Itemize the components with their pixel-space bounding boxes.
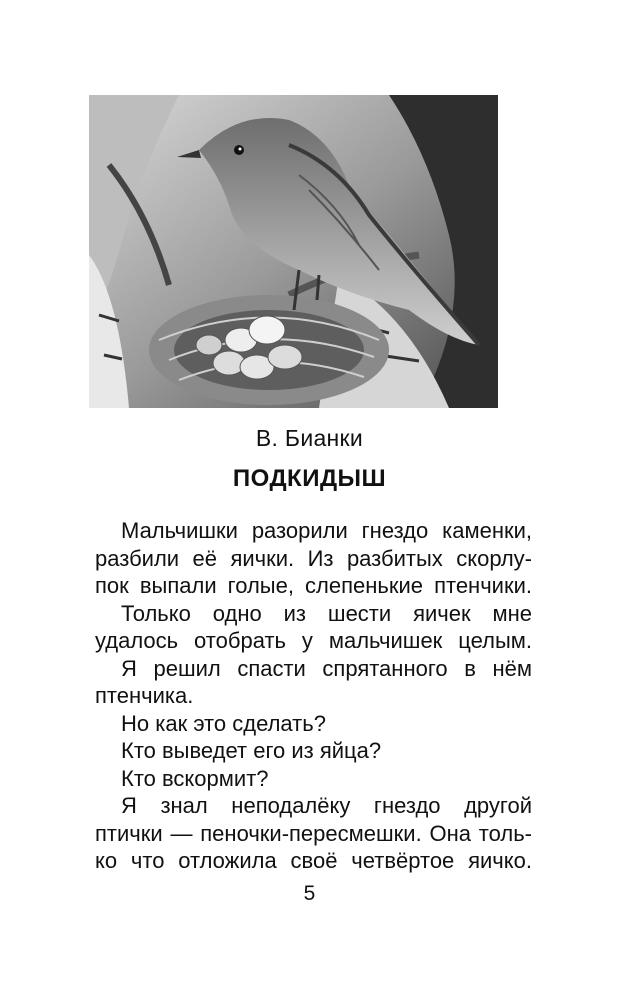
text-line: разбили её яички. Из разбитых скорлу- <box>95 545 532 571</box>
story-title: ПОДКИДЫШ <box>232 465 387 492</box>
story-text <box>95 517 532 875</box>
text-line: птенчика. <box>95 683 194 708</box>
text-line: Но как это сделать? <box>121 710 326 736</box>
author-name: В. Бианки <box>255 425 364 451</box>
text-line: Я знал неподалёку гнездо другой <box>121 793 532 818</box>
text-line: Кто вскормит? <box>121 765 269 791</box>
text-line: ко что отложила своё четвёртое яичко. <box>95 848 532 873</box>
bird-on-nest-icon <box>89 95 498 408</box>
text-line: Я решил спасти спрятанного в нём <box>121 655 532 681</box>
text-line: Мальчишки разорили гнездо каменки, <box>121 518 532 543</box>
text-line: птички — пеночки-пересмешки. Она толь- <box>95 820 532 846</box>
text-line: пок выпали голые, слепенькие птенчики. <box>95 573 532 598</box>
bird-nest-illustration <box>89 95 498 408</box>
page-number: 5 <box>303 882 316 905</box>
text-line: Кто выведет его из яйца? <box>121 738 382 763</box>
text-line: удалось отобрать у мальчишек целым. <box>95 628 532 653</box>
text-line: Только одно из шести яичек мне <box>121 600 532 626</box>
